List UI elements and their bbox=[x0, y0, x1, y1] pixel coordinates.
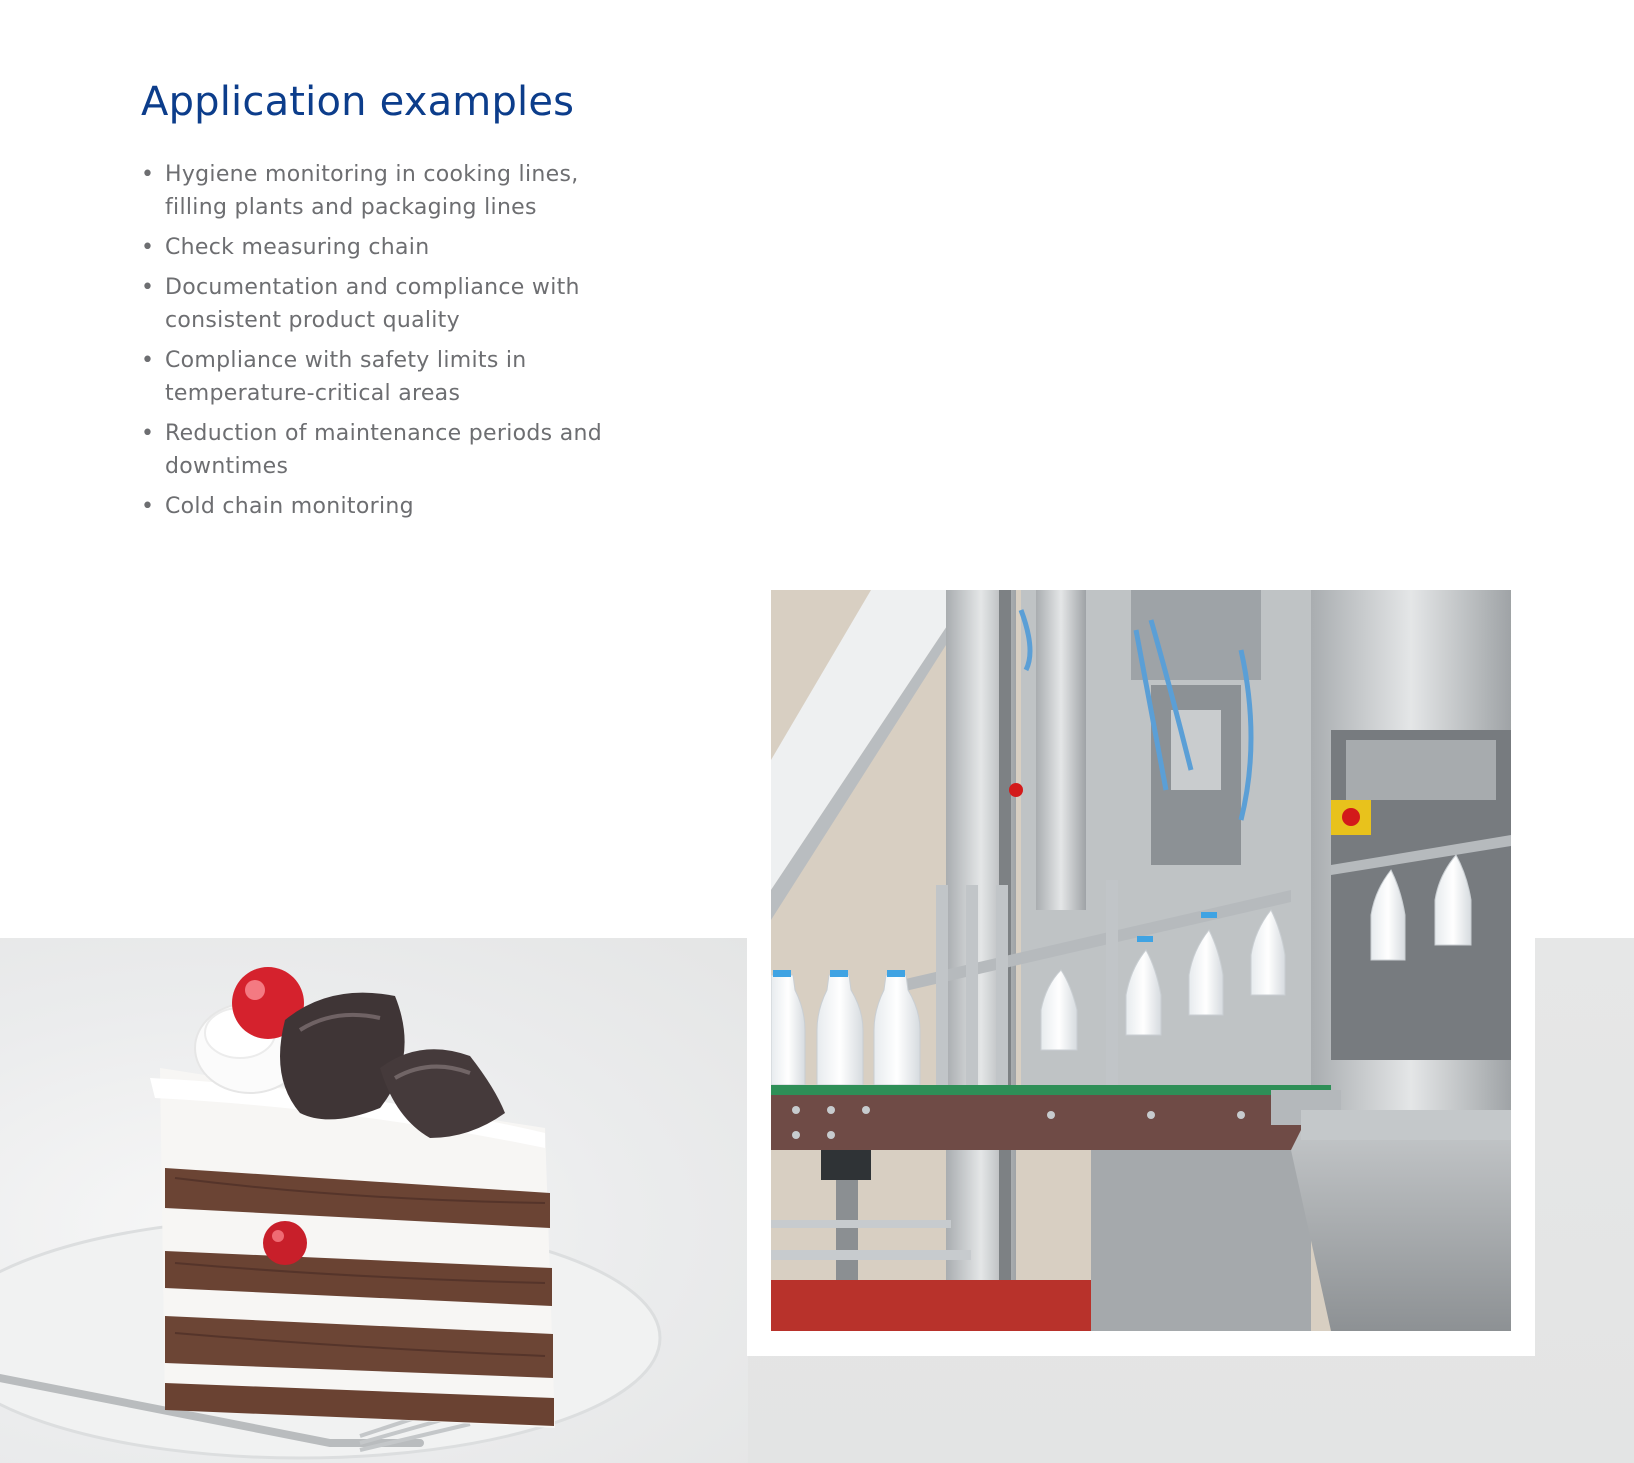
bottle-filling-line-image bbox=[771, 590, 1511, 1331]
cake-illustration bbox=[0, 938, 748, 1463]
photo-frame bbox=[747, 590, 1535, 1356]
list-item-text: Documentation and compliance with consistent product quality bbox=[165, 275, 580, 333]
list-item-text: Hygiene monitoring in cooking lines, filling plants and packaging lines bbox=[165, 162, 579, 220]
bullet-icon: • bbox=[141, 494, 155, 519]
cake-slice-image bbox=[0, 938, 748, 1463]
bullet-icon: • bbox=[141, 275, 155, 300]
filling-machine-illustration bbox=[771, 590, 1511, 1331]
list-item bbox=[141, 490, 611, 523]
list-item bbox=[141, 271, 611, 337]
bullet-icon: • bbox=[141, 421, 155, 446]
application-list bbox=[141, 158, 611, 530]
list-item-text: Compliance with safety limits in temperature-critical areas bbox=[165, 348, 527, 406]
list-item bbox=[141, 231, 611, 264]
list-item bbox=[141, 417, 611, 483]
list-item bbox=[141, 158, 611, 224]
bullet-icon: • bbox=[141, 235, 155, 260]
bullet-icon: • bbox=[141, 162, 155, 187]
bullet-icon: • bbox=[141, 348, 155, 373]
list-item-text: Cold chain monitoring bbox=[165, 494, 414, 519]
list-item bbox=[141, 344, 611, 410]
section-heading: Application examples bbox=[141, 79, 575, 125]
list-item-text: Reduction of maintenance periods and downtimes bbox=[165, 421, 603, 479]
list-item-text: Check measuring chain bbox=[165, 235, 430, 260]
